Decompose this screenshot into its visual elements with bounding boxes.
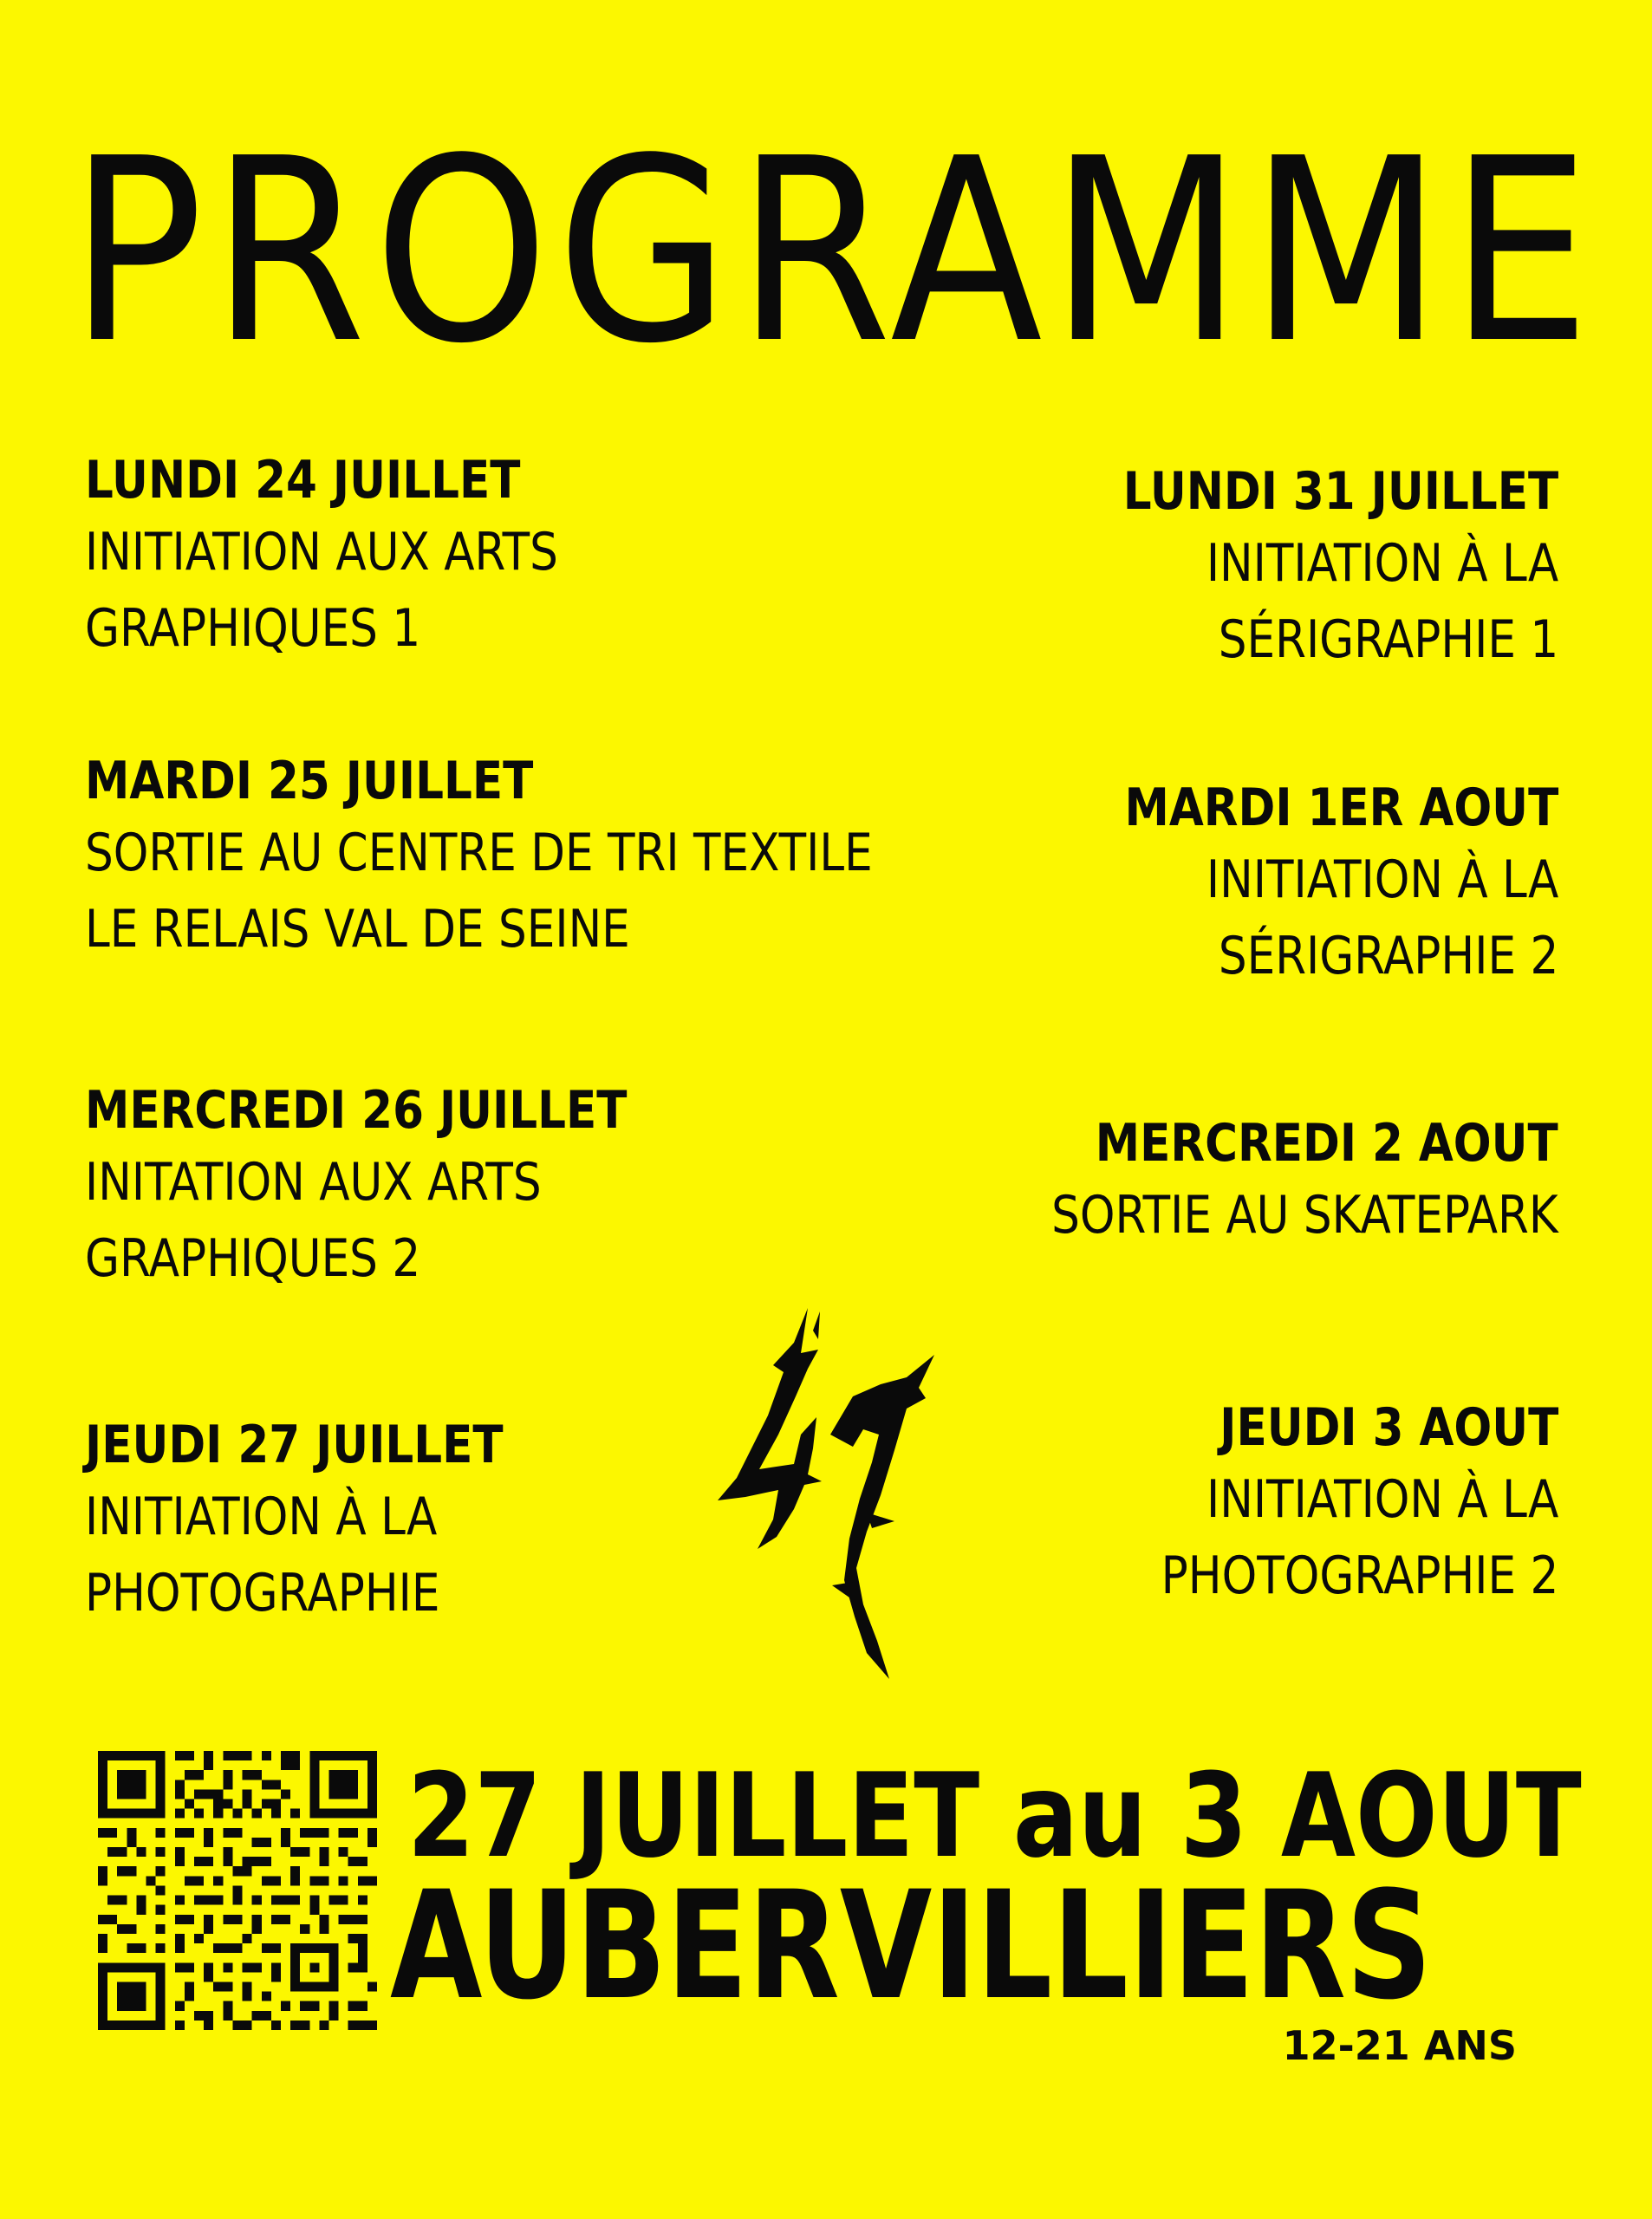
event-date: MERCREDI 26 JUILLET xyxy=(85,1080,628,1141)
qr-code-icon xyxy=(98,1751,377,2030)
event-description: SORTIE AU SKATEPARK xyxy=(1051,1185,1558,1246)
event-tuesday-25 xyxy=(85,747,873,967)
event-date: JEUDI 27 JUILLET xyxy=(85,1415,504,1475)
event-date: MARDI 1ER AOUT xyxy=(1124,778,1558,838)
event-wednesday-2 xyxy=(1051,1110,1558,1253)
event-wednesday-26 xyxy=(85,1077,627,1297)
event-description: INITATION AUX ARTS GRAPHIQUES 2 xyxy=(85,1152,542,1289)
event-tuesday-1 xyxy=(1124,774,1558,994)
event-date: MARDI 25 JUILLET xyxy=(85,751,534,811)
event-date: LUNDI 31 JUILLET xyxy=(1122,461,1558,522)
event-description: INITIATION À LA SÉRIGRAPHIE 2 xyxy=(1206,849,1558,986)
event-description: INITIATION À LA SÉRIGRAPHIE 1 xyxy=(1206,533,1558,670)
event-monday-24 xyxy=(85,446,558,667)
event-period: 27 JUILLET au 3 AOUT xyxy=(407,1748,1582,1884)
event-city: AUBERVILLIERS xyxy=(390,1858,1433,2033)
event-thursday-3 xyxy=(1161,1394,1558,1614)
event-description: SORTIE AU CENTRE DE TRI TEXTILE LE RELAIS VAL DE SEINE xyxy=(85,823,873,960)
event-description: INITIATION AUX ARTS GRAPHIQUES 1 xyxy=(85,522,558,659)
age-range: 12-21 ANS xyxy=(1282,2022,1517,2069)
logo-47-icon xyxy=(711,1305,945,1686)
event-description: INITIATION À LA PHOTOGRAPHIE xyxy=(85,1487,440,1624)
event-date: JEUDI 3 AOUT xyxy=(1219,1397,1558,1458)
event-date: MERCREDI 2 AOUT xyxy=(1096,1113,1558,1174)
event-thursday-27 xyxy=(85,1411,504,1631)
page-title: PROGRAMME xyxy=(69,104,1598,399)
event-date: LUNDI 24 JUILLET xyxy=(85,450,521,511)
event-description: INITIATION À LA PHOTOGRAPHIE 2 xyxy=(1161,1469,1558,1606)
event-monday-31 xyxy=(1123,458,1558,678)
